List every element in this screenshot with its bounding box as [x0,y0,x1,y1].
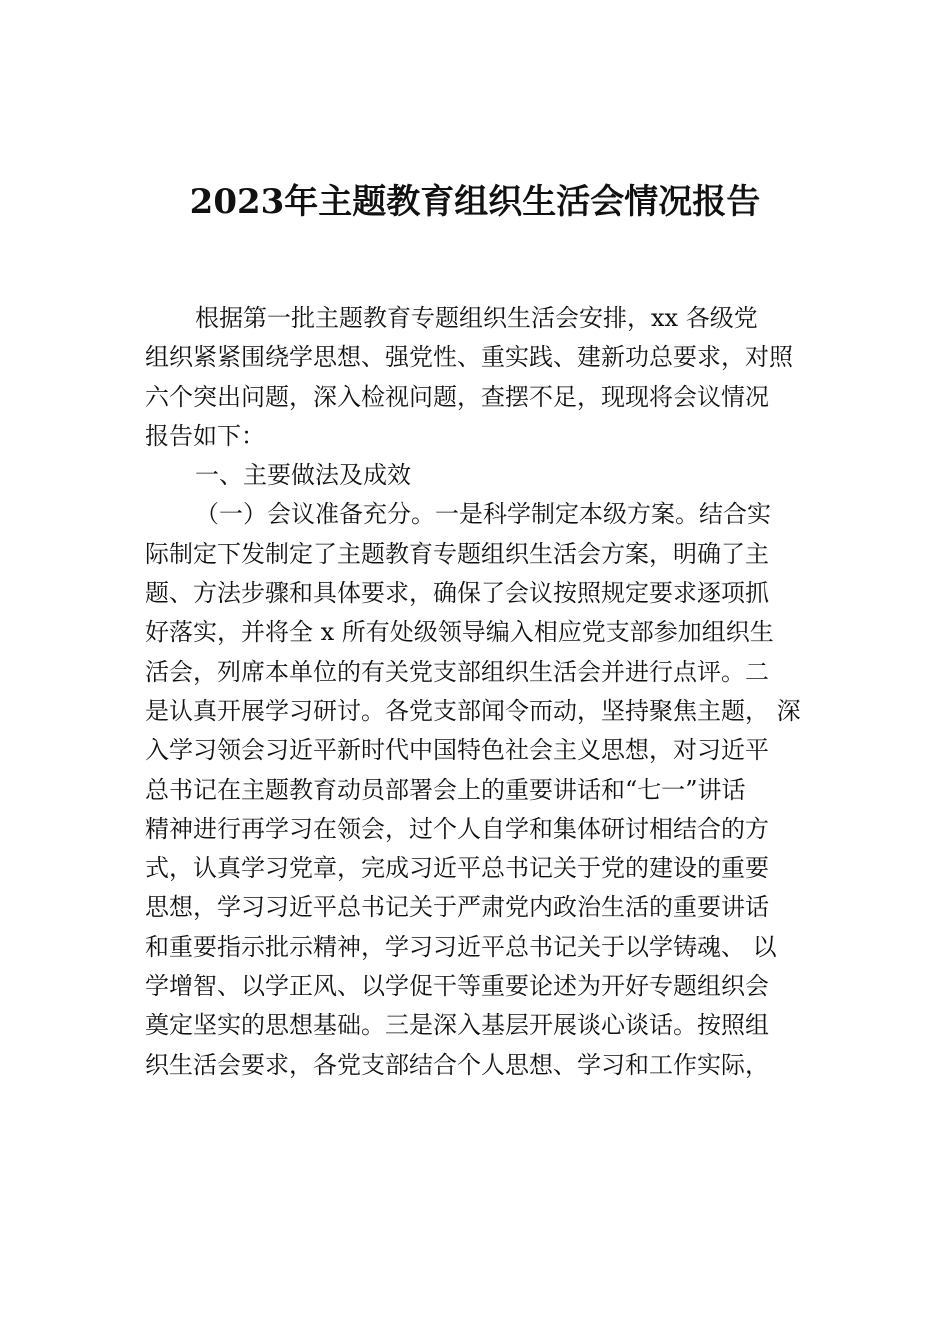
paragraph-line: 总书记在主题教育动员部署会上的重要讲话和“七一”讲话 [145,775,746,804]
paragraph-line: 组织紧紧围绕学思想、强党性、重实践、建新功总要求，对照 [145,343,793,372]
paragraph-line: 织生活会要求，各党支部结合个人思想、学习和工作实际， [145,1050,769,1079]
paragraph-line: 活会，列席本单位的有关党支部组织生活会并进行点评。二 [145,657,769,686]
document-body [145,299,825,1085]
paragraph-line: 精神进行再学习在领会，过个人自学和集体研讨相结合的方 [145,814,769,843]
paragraph-line: 奠定坚实的思想基础。三是深入基层开展谈心谈话。按照组 [145,1011,769,1040]
section-heading: 一、主要做法及成效 [195,461,411,490]
paragraph-line: 根据第一批主题教育专题组织生活会安排，xx 各级党 [195,304,758,332]
paragraph-line: 题、方法步骤和具体要求，确保了会议按照规定要求逐项抓 [145,579,769,608]
paragraph-line: 式，认真学习党章，完成习近平总书记关于党的建设的重要 [145,854,769,883]
paragraph-line: 思想，学习习近平总书记关于严肃党内政治生活的重要讲话 [145,893,769,922]
paragraph-line: 六个突出问题，深入检视问题，查摆不足，现现将会议情况 [145,382,769,411]
paragraph-line: 际制定下发制定了主题教育专题组织生活会方案，明确了主 [145,539,769,568]
paragraph-line: 是认真开展学习研讨。各党支部闻令而动，坚持聚焦主题， 深 [145,696,801,725]
paragraph-line: 和重要指示批示精神，学习习近平总书记关于以学铸魂、 以 [145,932,777,961]
paragraph-line: （一）会议准备充分。一是科学制定本级方案。结合实 [195,500,771,529]
paragraph-line: 入学习领会习近平新时代中国特色社会主义思想，对习近平 [145,736,769,765]
document-title: 2023年主题教育组织生活会情况报告 [189,182,761,222]
paragraph-line: 报告如下： [145,421,265,450]
paragraph-line: 学增智、以学正风、以学促干等重要论述为开好专题组织会 [145,972,769,1001]
paragraph-line: 好落实，并将全 x 所有处级领导编入相应党支部参加组织生 [145,618,774,647]
